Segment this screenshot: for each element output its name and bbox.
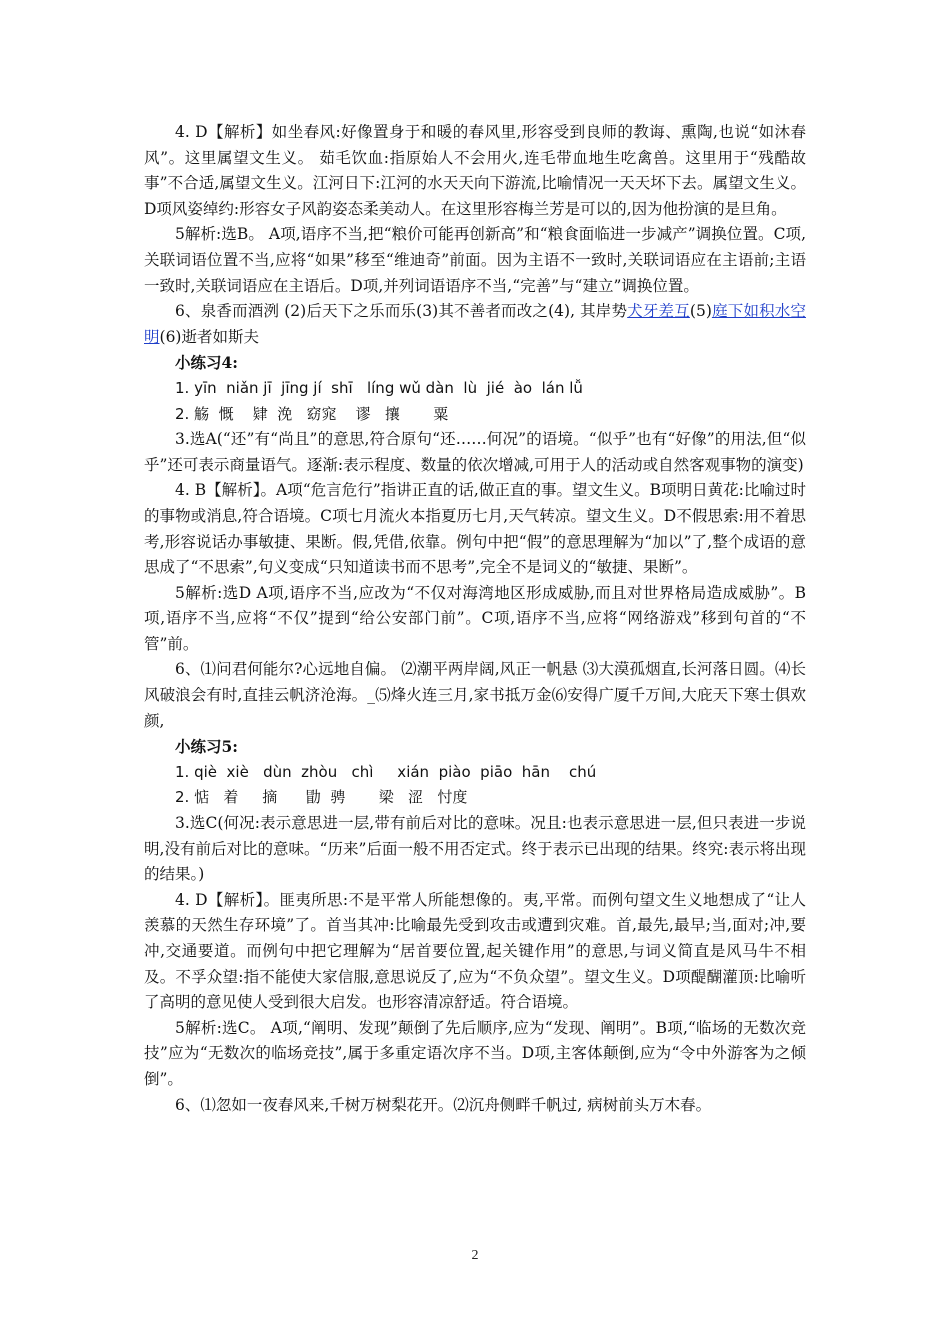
s5-answer-1-pinyin: 1. qiè xiè dùn zhòu chì xián piào piāo hān chú <box>175 762 597 781</box>
section-5-title: 小练习5: <box>175 737 239 757</box>
s5-answer-4: 4. D【解析】。匪夷所思:不是平常人所能想像的。夷,平常。而例句望文生义地想成了“让人羡慕的天然生存环境”了。首当其冲:比喻最先受到攻击或遭到灾难。首,最先,最早;当,面对;冲,要冲,交通要道。而例句中把它理解为“居首要位置,起关键作用”的意思,与词义简直是风马牛不相及。不孚众望:指不能使大家信服,意思说反了,应为“不负众望”。望文生义。D项醍醐灌顶:比喻听了高明的意见使人受到很大启发。也形容清凉舒适。符合语境。 <box>144 890 806 1012</box>
s3-answer-6-text-a: 6、泉香而酒洌 (2)后天下之乐而乐(3)其不善者而改之(4), 其岸势 <box>175 302 628 321</box>
s4-answer-4: 4. B【解析】。A项“危言危行”指讲正直的话,做正直的事。望文生义。B项明日黄花:比喻过时的事物或消息,符合语境。C项七月流火本指夏历七月,天气转凉。望文生义。D不假思索:用不着思考,形容说话办事敏捷、果断。假,凭借,依靠。例句中把“假”的意思理解为“加以”了,整个成语的意思成了“不思索”,句义变成“只知道读书而不思考”,完全不是词义的“敏捷、果断”。 <box>144 481 806 577</box>
s5-answer-6: 6、⑴忽如一夜春风来,千树万树梨花开。⑵沉舟侧畔千帆过, 病树前头万木春。 <box>175 1095 712 1114</box>
s3-answer-6-text-c: (6)逝者如斯夫 <box>159 327 259 346</box>
s3-answer-6 <box>144 299 806 350</box>
s4-answer-3: 3.选A(“还”有“尚且”的意思,符合原句“还……何况”的语境。“似乎”也有“好像”的用法,但“似乎”还可表示商量语气。逐渐:表示程度、数量的依次增减,可用于人的活动或自然客观事物的演变) <box>144 430 806 474</box>
s3-answer-4: 4. D【解析】如坐春风:好像置身于和暖的春风里,形容受到良师的教诲、熏陶,也说“如沐春风”。这里属望文生义。 茹毛饮血:指原始人不会用火,连毛带血地生吃禽兽。这里用于“残酷故事”不合适,属望文生义。江河日下:江河的水天天向下游流,比喻情况一天天坏下去。属望文生义。D项风姿绰约:形容女子风韵姿态柔美动人。在这里形容梅兰芳是可以的,因为他扮演的是旦角。 <box>144 123 806 218</box>
s5-answer-3: 3.选C(何况:表示意思进一层,带有前后对比的意味。况且:也表示意思进一层,但只表进一步说明,没有前后对比的意味。“历来”后面一般不用否定式。终于表示已出现的结果。终究:表示将出现的结果。) <box>144 814 806 884</box>
answer-content <box>144 120 806 1118</box>
s4-answer-2-chars: 2. 觞 慨 肄 浼 窈窕 谬 攘 粟 <box>175 404 449 423</box>
s3-answer-6-text-b: (5) <box>689 302 712 321</box>
s3-answer-6-link-1[interactable]: 犬牙差互 <box>627 302 690 321</box>
s5-answer-5: 5解析:选C。 A项,“阐明、发现”颠倒了先后顺序,应为“发现、阐明”。B项,“临场的无数次竞技”应为“无数次的临场竞技”,属于多重定语次序不当。D项,主客体颠倒,应为“令中外游客为之倾倒”。 <box>144 1018 806 1088</box>
s4-answer-5: 5解析:选D A项,语序不当,应改为“不仅对海湾地区形成威胁,而且对世界格局造成威胁”。B项,语序不当,应将“不仅”提到“给公安部门前”。C项,语序不当,应将“网络游戏”移到句首的“不管”前。 <box>144 583 806 653</box>
s5-answer-2-chars: 2. 惦 着 摘 勖 骋 梁 涩 忖度 <box>175 788 468 807</box>
s3-answer-5: 5解析:选B。 A项,语序不当,把“粮价可能再创新高”和“粮食面临进一步减产”调换位置。C项,关联词语位置不当,应将“如果”移至“维迪奇”前面。因为主语不一致时,关联词语应在主语前;主语一致时,关联词语应在主语后。D项,并列词语语序不当,“完善”与“建立”调换位置。 <box>144 225 806 295</box>
page-number: 2 <box>471 1248 479 1263</box>
s4-answer-6: 6、⑴问君何能尔?心远地自偏。 ⑵潮平两岸阔,风正一帆悬 ⑶大漠孤烟直,长河落日圆。⑷长风破浪会有时,直挂云帆济沧海。_⑸烽火连三月,家书抵万金⑹安得广厦千万间,大庇天下寒士俱欢颜, <box>144 660 806 730</box>
s3-answer-6-link-2[interactable]: 庭下如积水空明 <box>144 302 806 346</box>
s4-answer-1-pinyin: 1. yīn niǎn jī jīng jí shī líng wǔ dàn lù jié ào lán lǚ <box>175 378 583 397</box>
section-4-title: 小练习4: <box>175 353 239 373</box>
